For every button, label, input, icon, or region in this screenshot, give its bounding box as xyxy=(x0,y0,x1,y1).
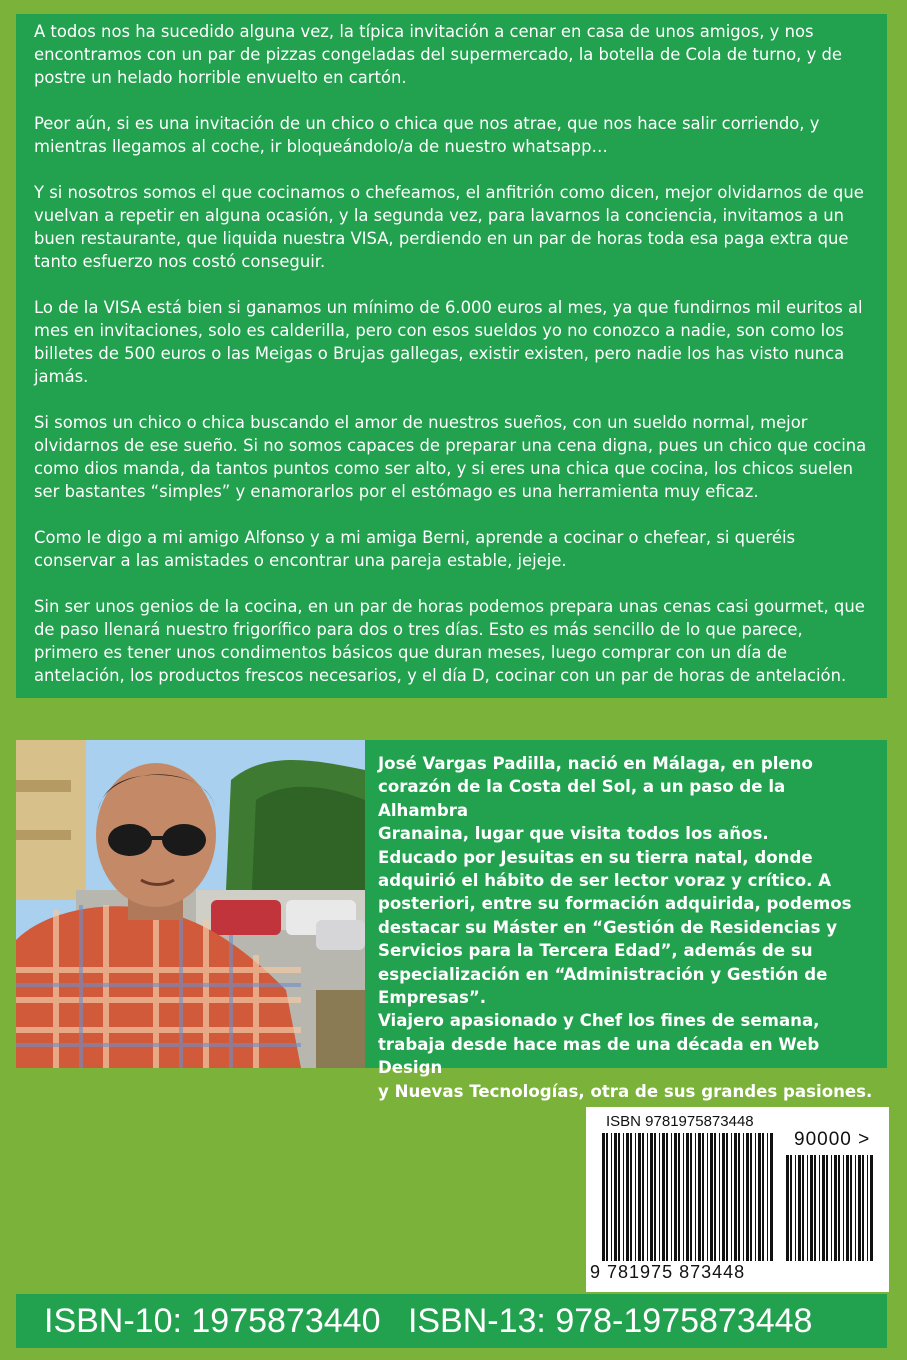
barcode-bar xyxy=(819,1155,820,1261)
barcode-isbn-label: ISBN 9781975873448 xyxy=(606,1113,754,1130)
barcode-bar xyxy=(802,1155,804,1261)
bio-line: Servicios para la Tercera Edad”, además de su xyxy=(378,941,813,961)
barcode-bar xyxy=(743,1133,744,1261)
barcode-bar xyxy=(674,1133,677,1261)
barcode-digits: 9 781975 873448 xyxy=(590,1262,746,1282)
bio-line: trabaja desde hace mas de una década en Web Design xyxy=(378,1034,820,1078)
barcode-bar xyxy=(611,1133,612,1261)
barcode-bar xyxy=(690,1133,692,1261)
barcode-bar xyxy=(731,1133,732,1261)
isbn-10: ISBN-10: 1975873440 xyxy=(44,1302,381,1340)
barcode-bar xyxy=(850,1155,852,1261)
blurb-paragraph-2: Peor aún, si es una invitación de un chico o chica que nos atrae, que nos hace salir corriendo, y mientras llegamos al coche, ir bloqueándolo/a de nuestro whatsapp… xyxy=(34,114,820,156)
barcode-bar xyxy=(666,1133,668,1261)
blurb-paragraph-3: Y si nosotros somos el que cocinamos o chefeamos, el anfitrión como dicen, mejor olvidarnos de que vuelvan a repetir en alguna ocasión, y la segunda vez, para lavarnos la conciencia, invitamos a un buen restaurante, que liquida nuestra VISA, perdiendo en un par de horas toda esa paga extra que tanto esfuerzo nos costó conseguir. xyxy=(34,183,864,271)
barcode-bar xyxy=(734,1133,737,1261)
barcode-bar xyxy=(770,1133,773,1261)
isbn-footer xyxy=(16,1294,887,1348)
barcode-bar xyxy=(642,1133,644,1261)
author-bio xyxy=(378,752,878,1103)
bio-line: Empresas”. xyxy=(378,988,487,1008)
barcode-bar xyxy=(647,1133,648,1261)
bio-line: Granaina, lugar que visita todos los años. xyxy=(378,824,769,844)
barcode-bar xyxy=(623,1133,624,1261)
blurb-paragraph-5: Si somos un chico o chica buscando el amor de nuestros sueños, con un sueldo normal, mejor olvidarnos de ese sueño. Si no somos capaces de preparar una cena digna, pues un chico que cocina como dios manda, da tantos puntos como ser alto, y si eres una chica que cocina, los chicos suelen ser bastantes “simples” y enamorarlos por el estómago es una herramienta muy eficaz. xyxy=(34,413,867,501)
barcode-bar xyxy=(843,1155,844,1261)
blurb-paragraph-1: A todos nos ha sucedido alguna vez, la típica invitación a cenar en casa de unos amigos, y nos encontramos con un par de pizzas congeladas del supermercado, la botella de Cola de turno, y de postre un helado horrible envuelto en cartón. xyxy=(34,22,842,87)
barcode-bar xyxy=(707,1133,708,1261)
bio-line: corazón de la Costa del Sol, a un paso de la Alhambra xyxy=(378,777,786,820)
barcode-bar xyxy=(602,1133,605,1261)
barcode-bar xyxy=(862,1155,864,1261)
bio-line: Educado por Jesuitas en su tierra natal, donde xyxy=(378,847,813,867)
bio-line: y Nuevas Tecnologías, otra de sus grandes pasiones. xyxy=(378,1081,873,1101)
barcode-bar xyxy=(750,1133,752,1261)
barcode-bar xyxy=(659,1133,660,1261)
barcode-bar xyxy=(714,1133,716,1261)
barcode-bar xyxy=(762,1133,764,1261)
barcode-bar xyxy=(738,1133,740,1261)
barcode-bar xyxy=(638,1133,641,1261)
barcode-bar xyxy=(807,1155,808,1261)
barcode-bar xyxy=(710,1133,713,1261)
blurb-paragraph-4: Lo de la VISA está bien si ganamos un mínimo de 6.000 euros al mes, ya que fundirnos mil euritos al mes en invitaciones, solo es calderilla, pero con esos sueldos yo no conozco a nadie, son como los billetes de 500 euros o las Meigas o Brujas gallegas, existir existen, pero nadie los has visto nunca jamás. xyxy=(34,298,863,386)
barcode-bar xyxy=(814,1155,816,1261)
barcode-bar xyxy=(671,1133,672,1261)
barcode-addon-number: 90000 > xyxy=(794,1129,871,1150)
blurb-paragraph-6: Como le digo a mi amigo Alfonso y a mi amiga Berni, aprende a cocinar o chefear, si queréis conservar a las amistades o encontrar una pareja estable, jejeje. xyxy=(34,528,796,570)
barcode-bar xyxy=(686,1133,689,1261)
barcode-bar xyxy=(702,1133,704,1261)
author-photo xyxy=(16,740,365,1068)
barcode-bar xyxy=(662,1133,665,1261)
barcode-bar xyxy=(635,1133,636,1261)
bio-line: José Vargas Padilla, nació en Málaga, en pleno xyxy=(378,754,813,773)
barcode-bar xyxy=(755,1133,756,1261)
barcode-bar xyxy=(722,1133,725,1261)
isbn-barcode xyxy=(586,1107,889,1292)
barcode-bar xyxy=(726,1133,728,1261)
back-cover-blurb xyxy=(16,14,887,698)
bio-line: destacar su Máster en “Gestión de Residencias y xyxy=(378,917,838,937)
barcode-bar xyxy=(858,1155,861,1261)
barcode-bar xyxy=(618,1133,620,1261)
barcode-bar xyxy=(834,1155,837,1261)
barcode-bar xyxy=(758,1133,761,1261)
barcode-bar xyxy=(767,1133,768,1261)
barcode-bar xyxy=(822,1155,825,1261)
barcode-bar xyxy=(795,1155,796,1261)
barcode-bar xyxy=(867,1155,868,1261)
barcode-bar xyxy=(695,1133,696,1261)
blurb-paragraph-7: Sin ser unos genios de la cocina, en un par de horas podemos prepara unas cenas casi gourmet, que de paso llenará nuestro frigorífico para dos o tres días. Esto es más sencillo de lo que parece, primero es tener unos condimentos básicos que duran meses, luego comprar con un día de antelación, los productos frescos necesarios, y el día D, cocinar con un par de horas de antelación. xyxy=(34,597,865,685)
barcode-bar xyxy=(831,1155,832,1261)
barcode-bar xyxy=(786,1155,789,1261)
barcode-bar xyxy=(855,1155,856,1261)
barcode-bar xyxy=(838,1155,840,1261)
isbn-13: ISBN-13: 978-1975873448 xyxy=(407,1302,813,1340)
bio-line: adquirió el hábito de ser lector voraz y crítico. A xyxy=(378,871,832,891)
barcode-bar xyxy=(683,1133,684,1261)
barcode-bar xyxy=(790,1155,792,1261)
barcode-bar xyxy=(719,1133,720,1261)
author-section xyxy=(16,740,887,1101)
barcode-bar xyxy=(678,1133,680,1261)
barcode-bar xyxy=(698,1133,701,1261)
bio-line: posteriori, entre su formación adquirida, podemos xyxy=(378,894,852,914)
barcode-bar xyxy=(798,1155,801,1261)
barcode-bar xyxy=(626,1133,629,1261)
bio-line: Viajero apasionado y Chef los fines de semana, xyxy=(378,1011,820,1031)
barcode-bar xyxy=(650,1133,653,1261)
barcode-bar xyxy=(606,1133,608,1261)
barcode-bar xyxy=(614,1133,617,1261)
barcode-bar xyxy=(654,1133,656,1261)
barcode-bar xyxy=(746,1133,749,1261)
barcode-bar xyxy=(870,1155,873,1261)
barcode-bar xyxy=(826,1155,828,1261)
bio-line: especialización en “Administración y Gestión de xyxy=(378,964,828,984)
barcode-bar xyxy=(846,1155,849,1261)
barcode-bar xyxy=(810,1155,813,1261)
barcode-bar xyxy=(630,1133,632,1261)
author-photo-illustration xyxy=(16,740,365,1068)
